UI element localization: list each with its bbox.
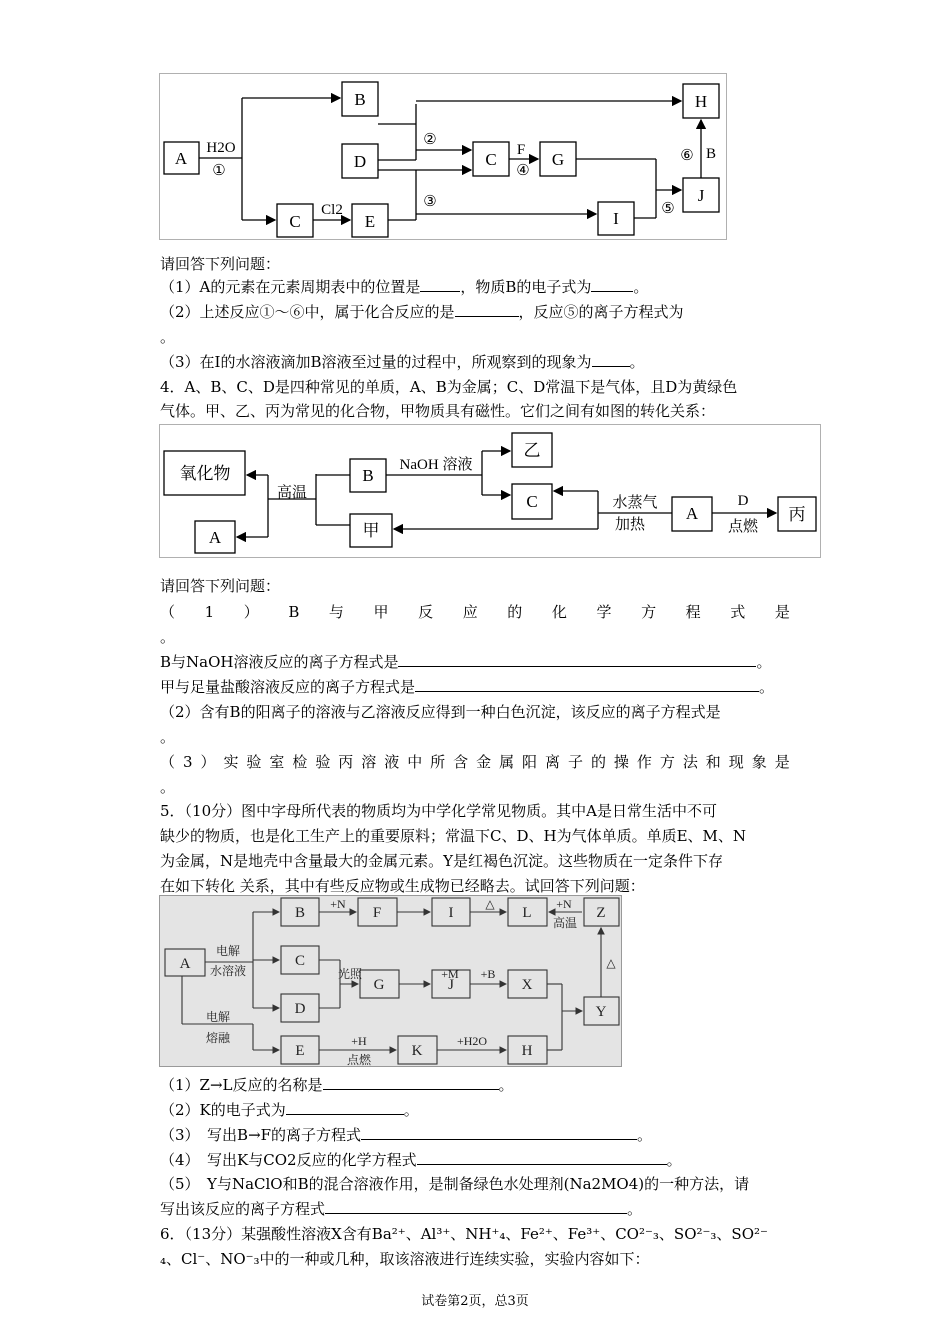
node-g-label: G [551,150,565,169]
node-c-label: C [526,492,538,511]
diagram-1-svg [160,74,726,239]
node-h-label: H [694,92,708,111]
label-reaction-3: ③ [423,194,437,210]
q6-line-1: 6．（13分）某强酸性溶液X含有Ba²⁺、Al³⁺、NH⁺₄、Fe²⁺、Fe³⁺、CO²⁻₃、SO²⁻₃、SO²⁻ [160,1225,768,1243]
node-l-label: L [522,905,532,921]
spaced-char: 所 [430,753,446,771]
q5-part4 [160,1150,682,1170]
q3-part2 [160,302,684,322]
spaced-char: 和 [705,753,721,771]
spaced-char: 学 [596,603,612,621]
q4-part2-end: 。 [160,728,176,746]
label-reaction-4: ④ [516,163,530,179]
spaced-char: 与 [328,603,344,621]
spaced-char: 离 [545,753,561,771]
answer-blank[interactable] [420,277,460,292]
q3-part2-post: ，反应⑤的离子方程式为 [518,303,684,321]
label-plus-h: +H [351,1034,367,1048]
label-reaction-2: ② [423,132,437,148]
spaced-char: 验 [315,753,331,771]
spaced-char: 金 [476,753,492,771]
label-triangle-right: △ [606,956,616,970]
label-electrolysis-1: 电解 [215,944,241,958]
label-plus-n-2: +N [556,897,572,911]
node-yi-label: 乙 [523,441,541,460]
spaced-char: 属 [499,753,515,771]
label-reaction-6: ⑥ [680,148,694,164]
label-molten: 熔融 [205,1031,231,1045]
node-x-label: X [521,977,533,993]
spaced-char: 甲 [373,603,389,621]
spaced-char: 室 [269,753,285,771]
spaced-char: 的 [507,603,523,621]
q3-part3-pre: （3）在I的水溶液滴加B溶液至过量的过程中，所观察到的现象为 [160,353,592,371]
page-footer: 试卷第2页，总3页 [421,1294,529,1309]
spaced-char: 含 [453,753,469,771]
spaced-char: 液 [384,753,400,771]
spaced-char: ） [200,753,216,771]
node-a-left-label: A [208,528,222,547]
spaced-char: 子 [567,753,583,771]
spaced-char: 法 [682,753,698,771]
label-plus-n: +N [330,897,346,911]
node-i-label: I [613,209,619,228]
answer-blank[interactable] [361,1125,637,1140]
node-f-label: F [372,905,382,921]
spaced-char: 作 [636,753,652,771]
q3-part2-cont: 。 [160,328,176,346]
spaced-char: 化 [551,603,567,621]
label-reaction-1: ① [212,163,226,179]
spaced-char: 阳 [522,753,538,771]
spaced-char: 丙 [338,753,354,771]
q4-intro-2: 气体。甲、乙、丙为常见的化合物，甲物质具有磁性。它们之间有如图的转化关系： [160,402,716,420]
spaced-char: 检 [292,753,308,771]
diagram-2-svg [160,425,820,557]
spaced-char: 验 [246,753,262,771]
node-c-label: C [294,953,306,969]
label-h2o: H2O [206,140,236,156]
label-cl2: Cl2 [321,202,343,218]
spaced-char: 应 [462,603,478,621]
spaced-char: 现 [728,753,744,771]
label-plus-h2o: +H2O [456,1034,488,1048]
answer-blank[interactable] [591,277,633,292]
diagram-reaction-2 [159,424,821,558]
label-light: 光照 [337,967,363,981]
q5-part3 [160,1125,652,1145]
label-b: B [705,146,717,162]
answer-blank[interactable] [286,1100,404,1115]
node-c-left-label: C [289,212,301,231]
q4-part3 [160,752,790,772]
q5-part5b-text: 写出该反应的离子方程式 [160,1200,326,1218]
q4-part1b [160,652,772,672]
spaced-char: 程 [685,603,701,621]
spaced-char: 中 [407,753,423,771]
node-g-label: G [373,977,385,993]
q5-part1-text: （1）Z→L反应的名称是 [160,1076,323,1094]
diagram-reaction-3 [159,895,622,1067]
q3-part1-pre: （1）A的元素在元素周期表中的位置是 [160,278,421,296]
spaced-char: 是 [774,603,790,621]
node-k-label: K [411,1043,423,1059]
label-ignite: 点燃 [727,519,759,535]
q5-part5a: （5） Y与NaClO和B的混合溶液作用，是制备绿色水处理剂(Na2MO4)的一种方法，请 [160,1175,750,1193]
q4-prompt: 请回答下列问题： [160,577,281,595]
label-steam: 水蒸气 [612,495,658,511]
label-plus-m: +M [441,967,459,981]
q3-part1-post: 。 [633,278,649,296]
label-d: D [737,493,749,509]
answer-blank[interactable] [398,652,756,667]
node-d-label: D [294,1001,306,1017]
q5-part5b-end: 。 [627,1200,643,1218]
node-e-label: E [364,212,376,231]
node-z-label: Z [596,905,606,921]
q4-part1b-text: B与NaOH溶液反应的离子方程式是 [160,653,399,671]
spaced-char: 反 [418,603,434,621]
answer-blank[interactable] [592,352,630,367]
q5-intro-2: 缺少的物质，也是化工生产上的重要原料；常温下C、D、H为气体单质。单质E、M、N [160,827,747,845]
spaced-char: B [288,603,300,621]
q5-intro-3: 为金属，N是地壳中含量最大的金属元素。Y是红褐色沉淀。这些物质在一定条件下存 [160,852,724,870]
q5-part2-end: 。 [403,1101,419,1119]
q5-part3-end: 。 [637,1126,653,1144]
node-d-label: D [353,152,367,171]
answer-blank[interactable] [323,1075,499,1090]
label-plus-b: +B [480,967,496,981]
spaced-char: 方 [659,753,675,771]
q3-part3-post: 。 [629,353,645,371]
node-b-label: B [294,905,306,921]
q5-part1-end: 。 [498,1076,514,1094]
node-a-label: A [174,149,188,168]
q5-part1 [160,1075,514,1095]
spaced-char: 方 [641,603,657,621]
q5-part4-end: 。 [666,1151,682,1169]
node-j-label: J [697,186,705,205]
label-f: F [516,142,526,158]
q5-part4-text: （4） 写出K与CO2反应的化学方程式 [160,1151,417,1169]
q5-part2 [160,1100,419,1120]
spaced-char: 操 [613,753,629,771]
label-high-temp: 高温 [276,485,308,501]
label-high-temp: 高温 [552,916,578,930]
q3-part3 [160,352,645,372]
q5-part5b [160,1199,642,1219]
node-oxide-label: 氧化物 [179,464,231,483]
q4-intro-1: 4．A、B、C、D是四种常见的单质，A、B为金属；C、D常温下是气体，且D为黄绿色 [160,378,738,396]
node-c-mid-label: C [485,150,497,169]
node-b-label: B [362,466,374,485]
q4-part1 [160,602,790,622]
label-ignite: 点燃 [346,1053,372,1066]
spaced-char: ） [243,603,259,621]
node-jia-label: 甲 [362,521,380,540]
label-naoh: NaOH 溶液 [399,457,473,473]
answer-blank[interactable] [415,677,759,692]
q3-part2-pre: （2）上述反应①～⑥中，属于化合反应的是 [160,303,455,321]
answer-blank[interactable] [417,1150,667,1165]
q4-part1c-end: 。 [759,678,775,696]
spaced-char: 溶 [361,753,377,771]
spaced-char: 实 [223,753,239,771]
label-heat: 加热 [614,517,646,533]
q4-part1-end: 。 [160,628,176,646]
q5-intro-4: 在如下转化 关系，其中有些反应物或生成物已经略去。试回答下列问题： [160,877,645,895]
label-triangle-top: △ [485,897,495,911]
q3-part1-mid: ，物质B的电子式为 [460,278,592,296]
node-y-label: Y [595,1004,607,1020]
q4-part3-end: 。 [160,778,176,796]
node-a-right-label: A [685,504,699,523]
diagram-3-svg [160,896,621,1066]
node-b-label: B [354,90,366,109]
q3-prompt: 请回答下列问题： [160,255,281,273]
q6-line-2: ₄、Cl⁻、NO⁻₃中的一种或几种，取该溶液进行连续实验，实验内容如下： [160,1250,650,1268]
node-i-label: I [448,905,454,921]
q3-part1 [160,277,648,297]
answer-blank[interactable] [325,1199,627,1214]
q4-part1c-text: 甲与足量盐酸溶液反应的离子方程式是 [160,678,416,696]
label-reaction-5: ⑤ [661,201,675,217]
q5-part3-text: （3） 写出B→F的离子方程式 [160,1126,362,1144]
q4-part1b-end: 。 [756,653,772,671]
node-j-label: J [448,977,454,993]
q4-part2: （2）含有B的阳离子的溶液与乙溶液反应得到一种白色沉淀，该反应的离子方程式是 [160,703,721,721]
spaced-char: 1 [204,603,215,621]
spaced-char: 的 [590,753,606,771]
spaced-char: 是 [774,753,790,771]
node-h-label: H [521,1043,533,1059]
spaced-char: 式 [730,603,746,621]
label-electrolysis-2: 电解 [205,1010,231,1024]
spaced-char: （ [160,603,176,621]
spaced-char: 象 [751,753,767,771]
q5-intro-1: 5．（10分）图中字母所代表的物质均为中学化学常见物质。其中A是日常生活中不可 [160,802,717,820]
node-bing-label: 丙 [788,505,806,524]
spaced-char: 3 [182,753,193,771]
node-e-label: E [295,1043,305,1059]
label-aqueous: 水溶液 [209,964,247,978]
diagram-reaction-1 [159,73,727,240]
q5-part2-text: （2）K的电子式为 [160,1101,286,1119]
spaced-char: （ [160,753,176,771]
q4-part1c [160,677,774,697]
answer-blank[interactable] [455,302,519,317]
node-a-label: A [179,956,191,972]
